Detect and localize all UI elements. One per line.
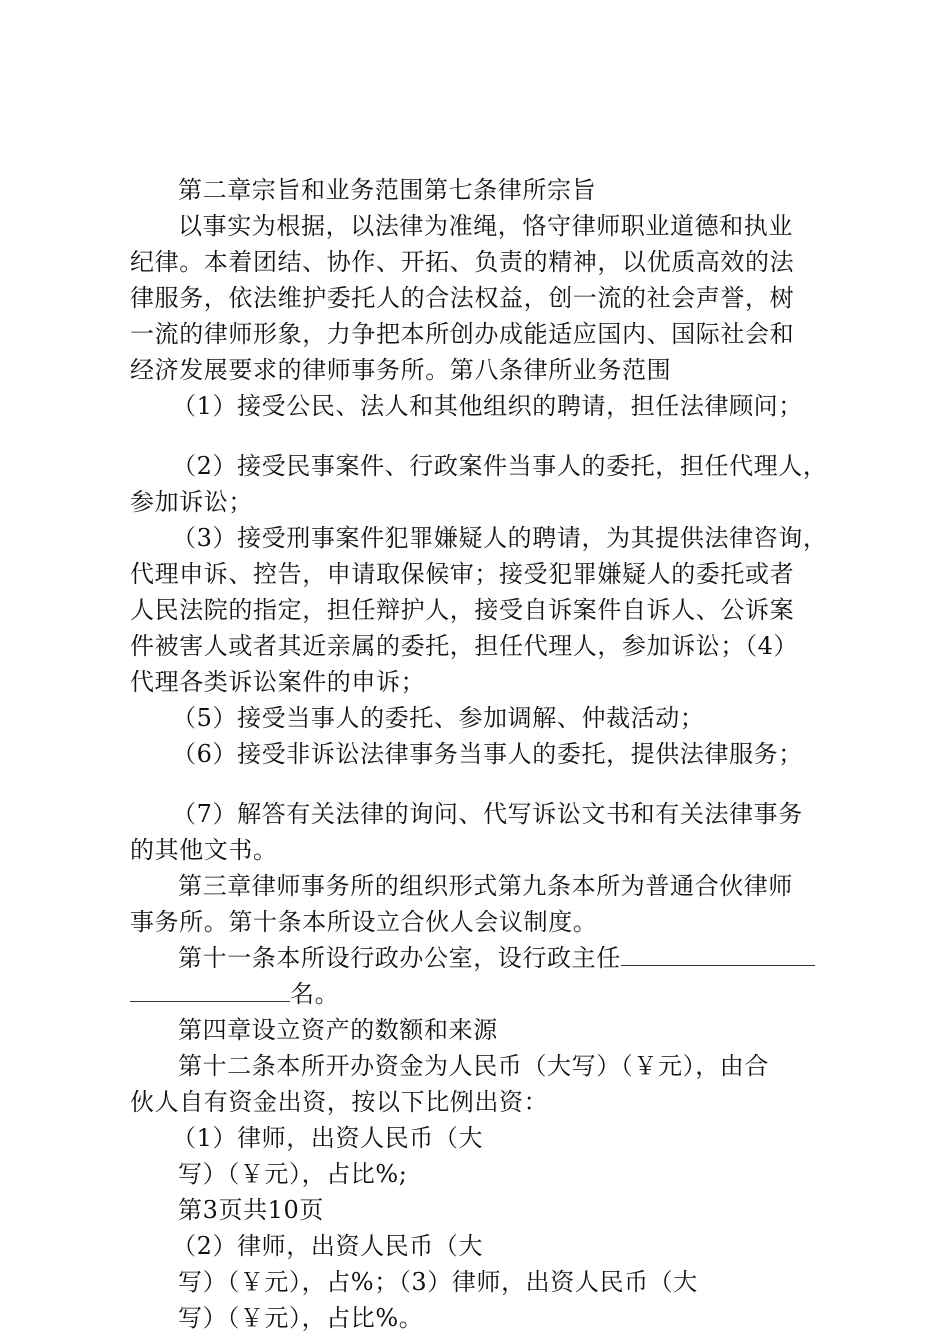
paragraph-line: 事务所。第十条本所设立合伙人会议制度。 <box>130 908 598 936</box>
paragraph-line: 代理申诉、控告，申请取保候审；接受犯罪嫌疑人的委托或者 <box>130 560 795 588</box>
paragraph-line: 一流的律师形象，力争把本所创办成能适应国内、国际社会和 <box>130 320 795 348</box>
chapter-4-heading: 第四章设立资产的数额和来源 <box>178 1016 498 1044</box>
paragraph-line: 律服务，依法维护委托人的合法权益，创一流的社会声誉，树 <box>130 284 795 312</box>
paragraph-line: 代理各类诉讼案件的申诉； <box>130 668 426 696</box>
paragraph-line: 以事实为根据，以法律为准绳，恪守律师职业道德和执业 <box>178 212 793 240</box>
blank-suffix-text: 名。 <box>290 980 340 1008</box>
paragraph-line: 写）（￥元），占%；（3）律师，出资人民币（大 <box>178 1268 698 1296</box>
paragraph-line: 写）（￥元），占比%; <box>178 1160 408 1188</box>
list-item: （1）律师，出资人民币（大 <box>172 1124 484 1152</box>
paragraph-line: 伙人自有资金出资，按以下比例出资： <box>130 1088 549 1116</box>
list-item: （3）接受刑事案件犯罪嫌疑人的聘请，为其提供法律咨询， <box>172 524 828 552</box>
chapter-2-heading: 第二章宗旨和业务范围第七条律所宗旨 <box>178 176 597 204</box>
paragraph-line: 纪律。本着团结、协作、开拓、负责的精神，以优质高效的法 <box>130 248 795 276</box>
paragraph-line: 的其他文书。 <box>130 836 278 864</box>
inline-page-number: 第3页共10页 <box>178 1196 325 1224</box>
list-item: （6）接受非诉讼法律事务当事人的委托，提供法律服务； <box>172 740 803 768</box>
list-item: （2）接受民事案件、行政案件当事人的委托，担任代理人， <box>172 452 828 480</box>
list-item: （5）接受当事人的委托、参加调解、仲裁活动； <box>172 704 705 732</box>
paragraph-line: 人民法院的指定，担任辩护人，接受自诉案件自诉人、公诉案 <box>130 596 795 624</box>
paragraph-line: 经济发展要求的律师事务所。第八条律所业务范围 <box>130 356 672 384</box>
fill-in-blank <box>130 979 290 1002</box>
list-item: （2）律师，出资人民币（大 <box>172 1232 484 1260</box>
paragraph-line: 第十二条本所开办资金为人民币（大写）（￥元），由合 <box>178 1052 769 1080</box>
paragraph-line: 参加诉讼； <box>130 488 253 516</box>
paragraph-line <box>130 976 339 1012</box>
list-item: （7）解答有关法律的询问、代写诉讼文书和有关法律事务 <box>172 800 803 828</box>
paragraph-line: 写）（￥元），占比%。 <box>178 1304 424 1332</box>
fill-in-blank <box>621 943 815 966</box>
list-item: （1）接受公民、法人和其他组织的聘请，担任法律顾问； <box>172 392 803 420</box>
paragraph-line <box>178 940 815 976</box>
article-11-text: 第十一条本所设行政办公室，设行政主任 <box>178 944 621 972</box>
chapter-3-heading: 第三章律师事务所的组织形式第九条本所为普通合伙律师 <box>178 872 793 900</box>
paragraph-line: 件被害人或者其近亲属的委托，担任代理人，参加诉讼；（4） <box>130 632 799 660</box>
